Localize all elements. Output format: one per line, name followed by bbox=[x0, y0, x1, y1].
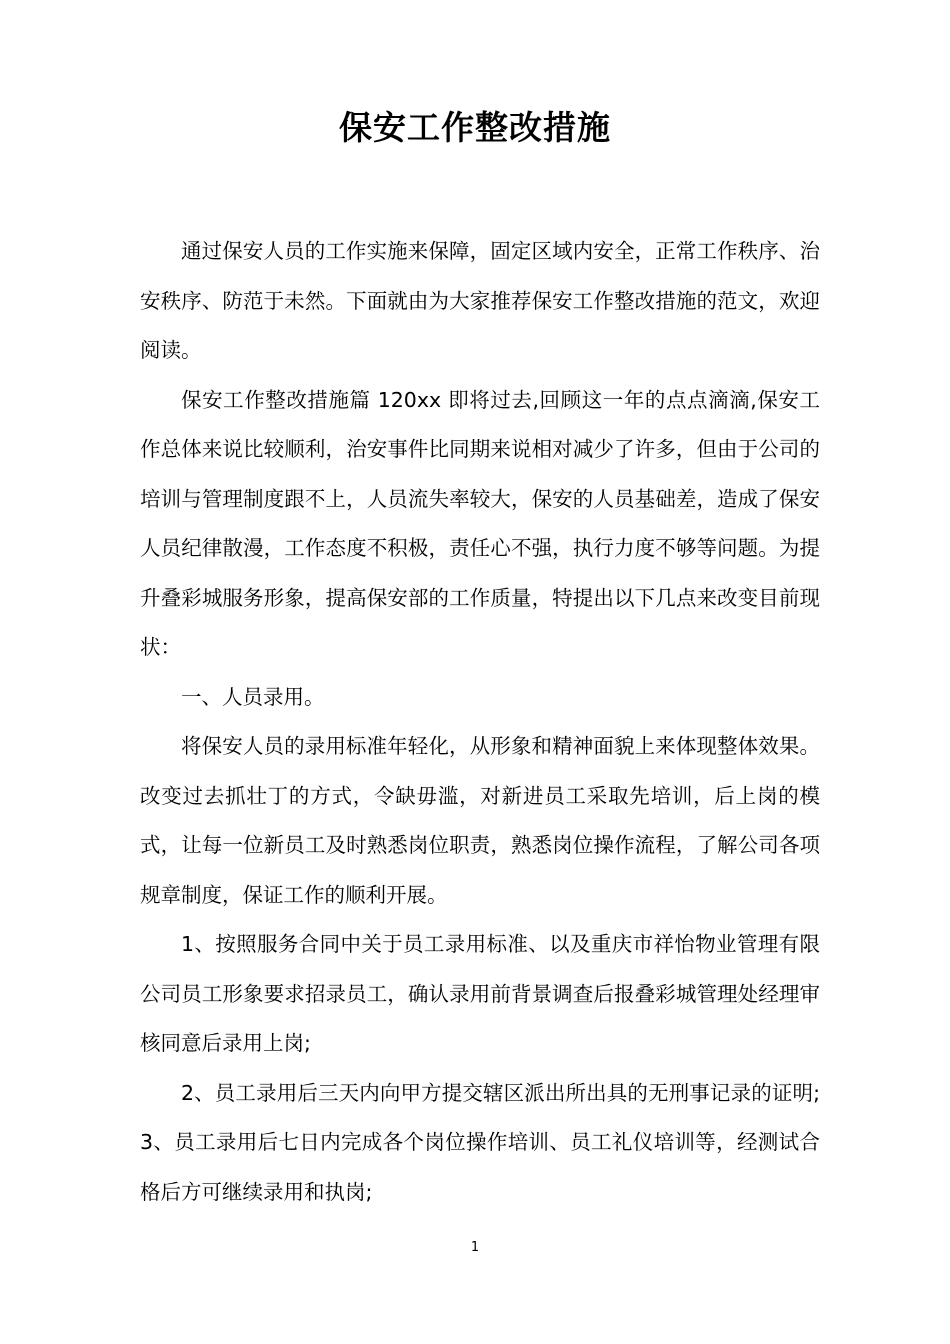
paragraph-recruitment: 将保安人员的录用标准年轻化，从形象和精神面貌上来体现整体效果。改变过去抓壮丁的方式，令缺毋滥，对新进员工采取先培训，后上岗的模式，让每一位新员工及时熟悉岗位职责，熟悉岗位操作流程，了解公司各项规章制度，保证工作的顺利开展。 bbox=[140, 734, 820, 907]
list-item-2-3: 2、员工录用后三天内向甲方提交辖区派出所出具的无刑事记录的证明;3、员工录用后七日内完成各个岗位操作培训、员工礼仪培训等，经测试合格后方可继续录用和执岗; bbox=[140, 1080, 820, 1204]
document-body bbox=[140, 227, 820, 1217]
paragraph-intro: 通过保安人员的工作实施来保障，固定区域内安全，正常工作秩序、治安秩序、防范于未然。下面就由为大家推荐保安工作整改措施的范文，欢迎阅读。 bbox=[140, 239, 820, 362]
document-title: 保安工作整改措施 bbox=[339, 108, 611, 147]
page-number: 1 bbox=[470, 1240, 480, 1255]
list-item-1: 1、按照服务合同中关于员工录用标准、以及重庆市祥怡物业管理有限公司员工形象要求招录员工，确认录用前背景调查后报叠彩城管理处经理审核同意后录用上岗; bbox=[140, 932, 820, 1055]
paragraph-overview: 保安工作整改措施篇 120xx 即将过去,回顾这一年的点点滴滴,保安工作总体来说比较顺利，治安事件比同期来说相对减少了许多，但由于公司的培训与管理制度跟不上，人员流失率较大，保安的人员基础差，造成了保安人员纪律散漫，工作态度不积极，责任心不强，执行力度不够等问题。为提升叠彩城服务形象，提高保安部的工作质量，特提出以下几点来改变目前现状： bbox=[140, 387, 820, 659]
section-heading-recruitment: 一、人员录用。 bbox=[181, 684, 325, 709]
